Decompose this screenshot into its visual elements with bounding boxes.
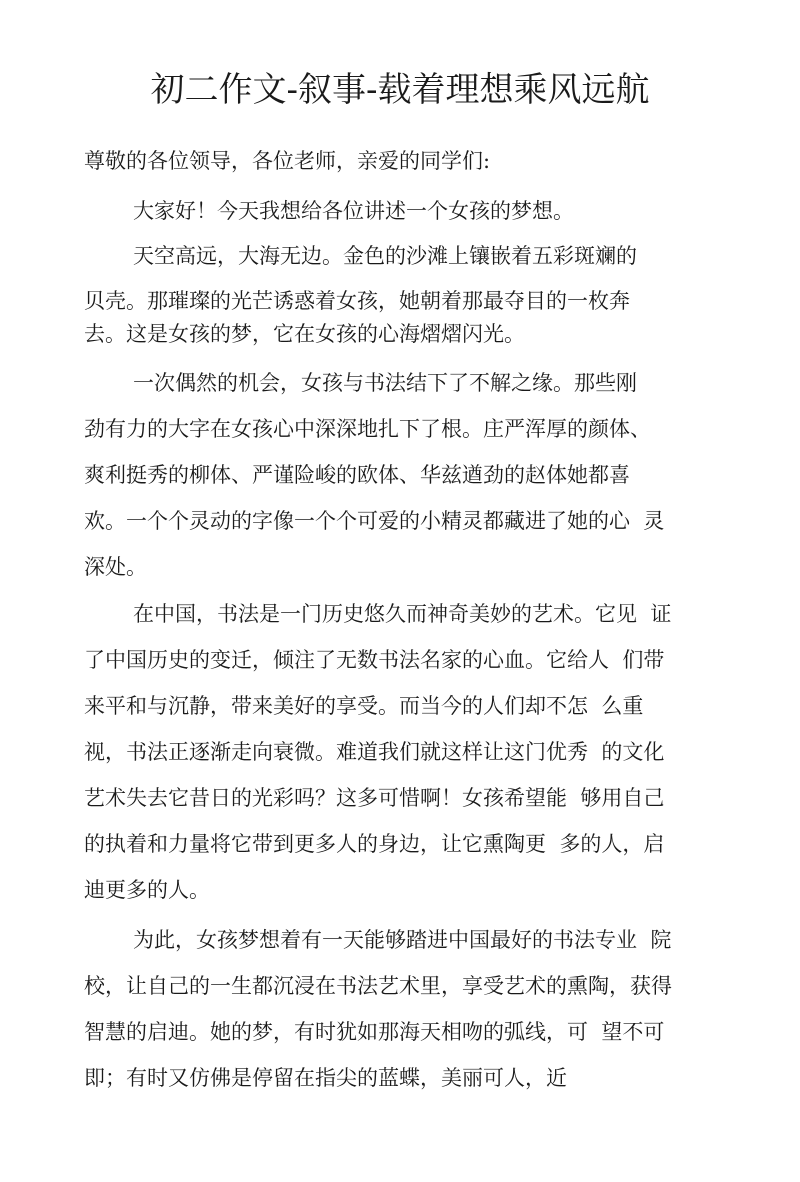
text-line: 去。这是女孩的梦，它在女孩的心海熠熠闪光。 xyxy=(84,322,525,346)
text-line: 校，让自己的一生都沉浸在书法艺术里，享受艺术的熏陶，获得 xyxy=(84,974,672,998)
text-line: 在中国，书法是一门历史悠久而神奇美妙的艺术。它见 证 xyxy=(133,602,672,626)
text-line: 即；有时又仿佛是停留在指尖的蓝蝶，美丽可人，近 xyxy=(84,1066,567,1090)
text-line-salutation: 尊敬的各位领导，各位老师，亲爱的同学们: xyxy=(84,149,491,173)
text-line: 来平和与沉静，带来美好的享受。而当今的人们却不怎 么重 xyxy=(84,694,644,718)
text-line: 欢。一个个灵动的字像一个个可爱的小精灵都藏进了她的心 灵 xyxy=(84,509,665,533)
text-line: 为此，女孩梦想着有一天能够踏进中国最好的书法专业 院 xyxy=(133,928,672,952)
text-line: 劲有力的大字在女孩心中深深地扎下了根。庄严浑厚的颜体、 xyxy=(84,417,651,441)
text-line: 天空高远，大海无边。金色的沙滩上镶嵌着五彩斑斓的 xyxy=(133,244,637,268)
text-line: 一次偶然的机会，女孩与书法结下了不解之缘。那些刚 xyxy=(133,371,637,395)
text-line: 贝壳。那璀璨的光芒诱惑着女孩，她朝着那最夺目的一枚奔 xyxy=(84,289,630,313)
text-line: 深处。 xyxy=(84,555,147,579)
text-line: 的执着和力量将它带到更多人的身边，让它熏陶更 多的人，启 xyxy=(84,832,665,856)
text-line: 艺术失去它昔日的光彩吗？这多可惜啊！女孩希望能 够用自己 xyxy=(84,786,665,810)
text-line: 视，书法正逐渐走向衰微。难道我们就这样让这门优秀 的文化 xyxy=(84,740,665,764)
document-title: 初二作文-叙事-载着理想乘风远航 xyxy=(150,70,650,110)
text-line: 迪更多的人。 xyxy=(84,878,210,902)
text-line: 大家好！今天我想给各位讲述一个女孩的梦想。 xyxy=(133,199,574,223)
text-line: 了中国历史的变迁，倾注了无数书法名家的心血。它给人 们带 xyxy=(84,648,665,672)
text-line: 爽利挺秀的柳体、严谨险峻的欧体、华兹遒劲的赵体她都喜 xyxy=(84,463,630,487)
text-line: 智慧的启迪。她的梦，有时犹如那海天相吻的弧线，可 望不可 xyxy=(84,1020,665,1044)
